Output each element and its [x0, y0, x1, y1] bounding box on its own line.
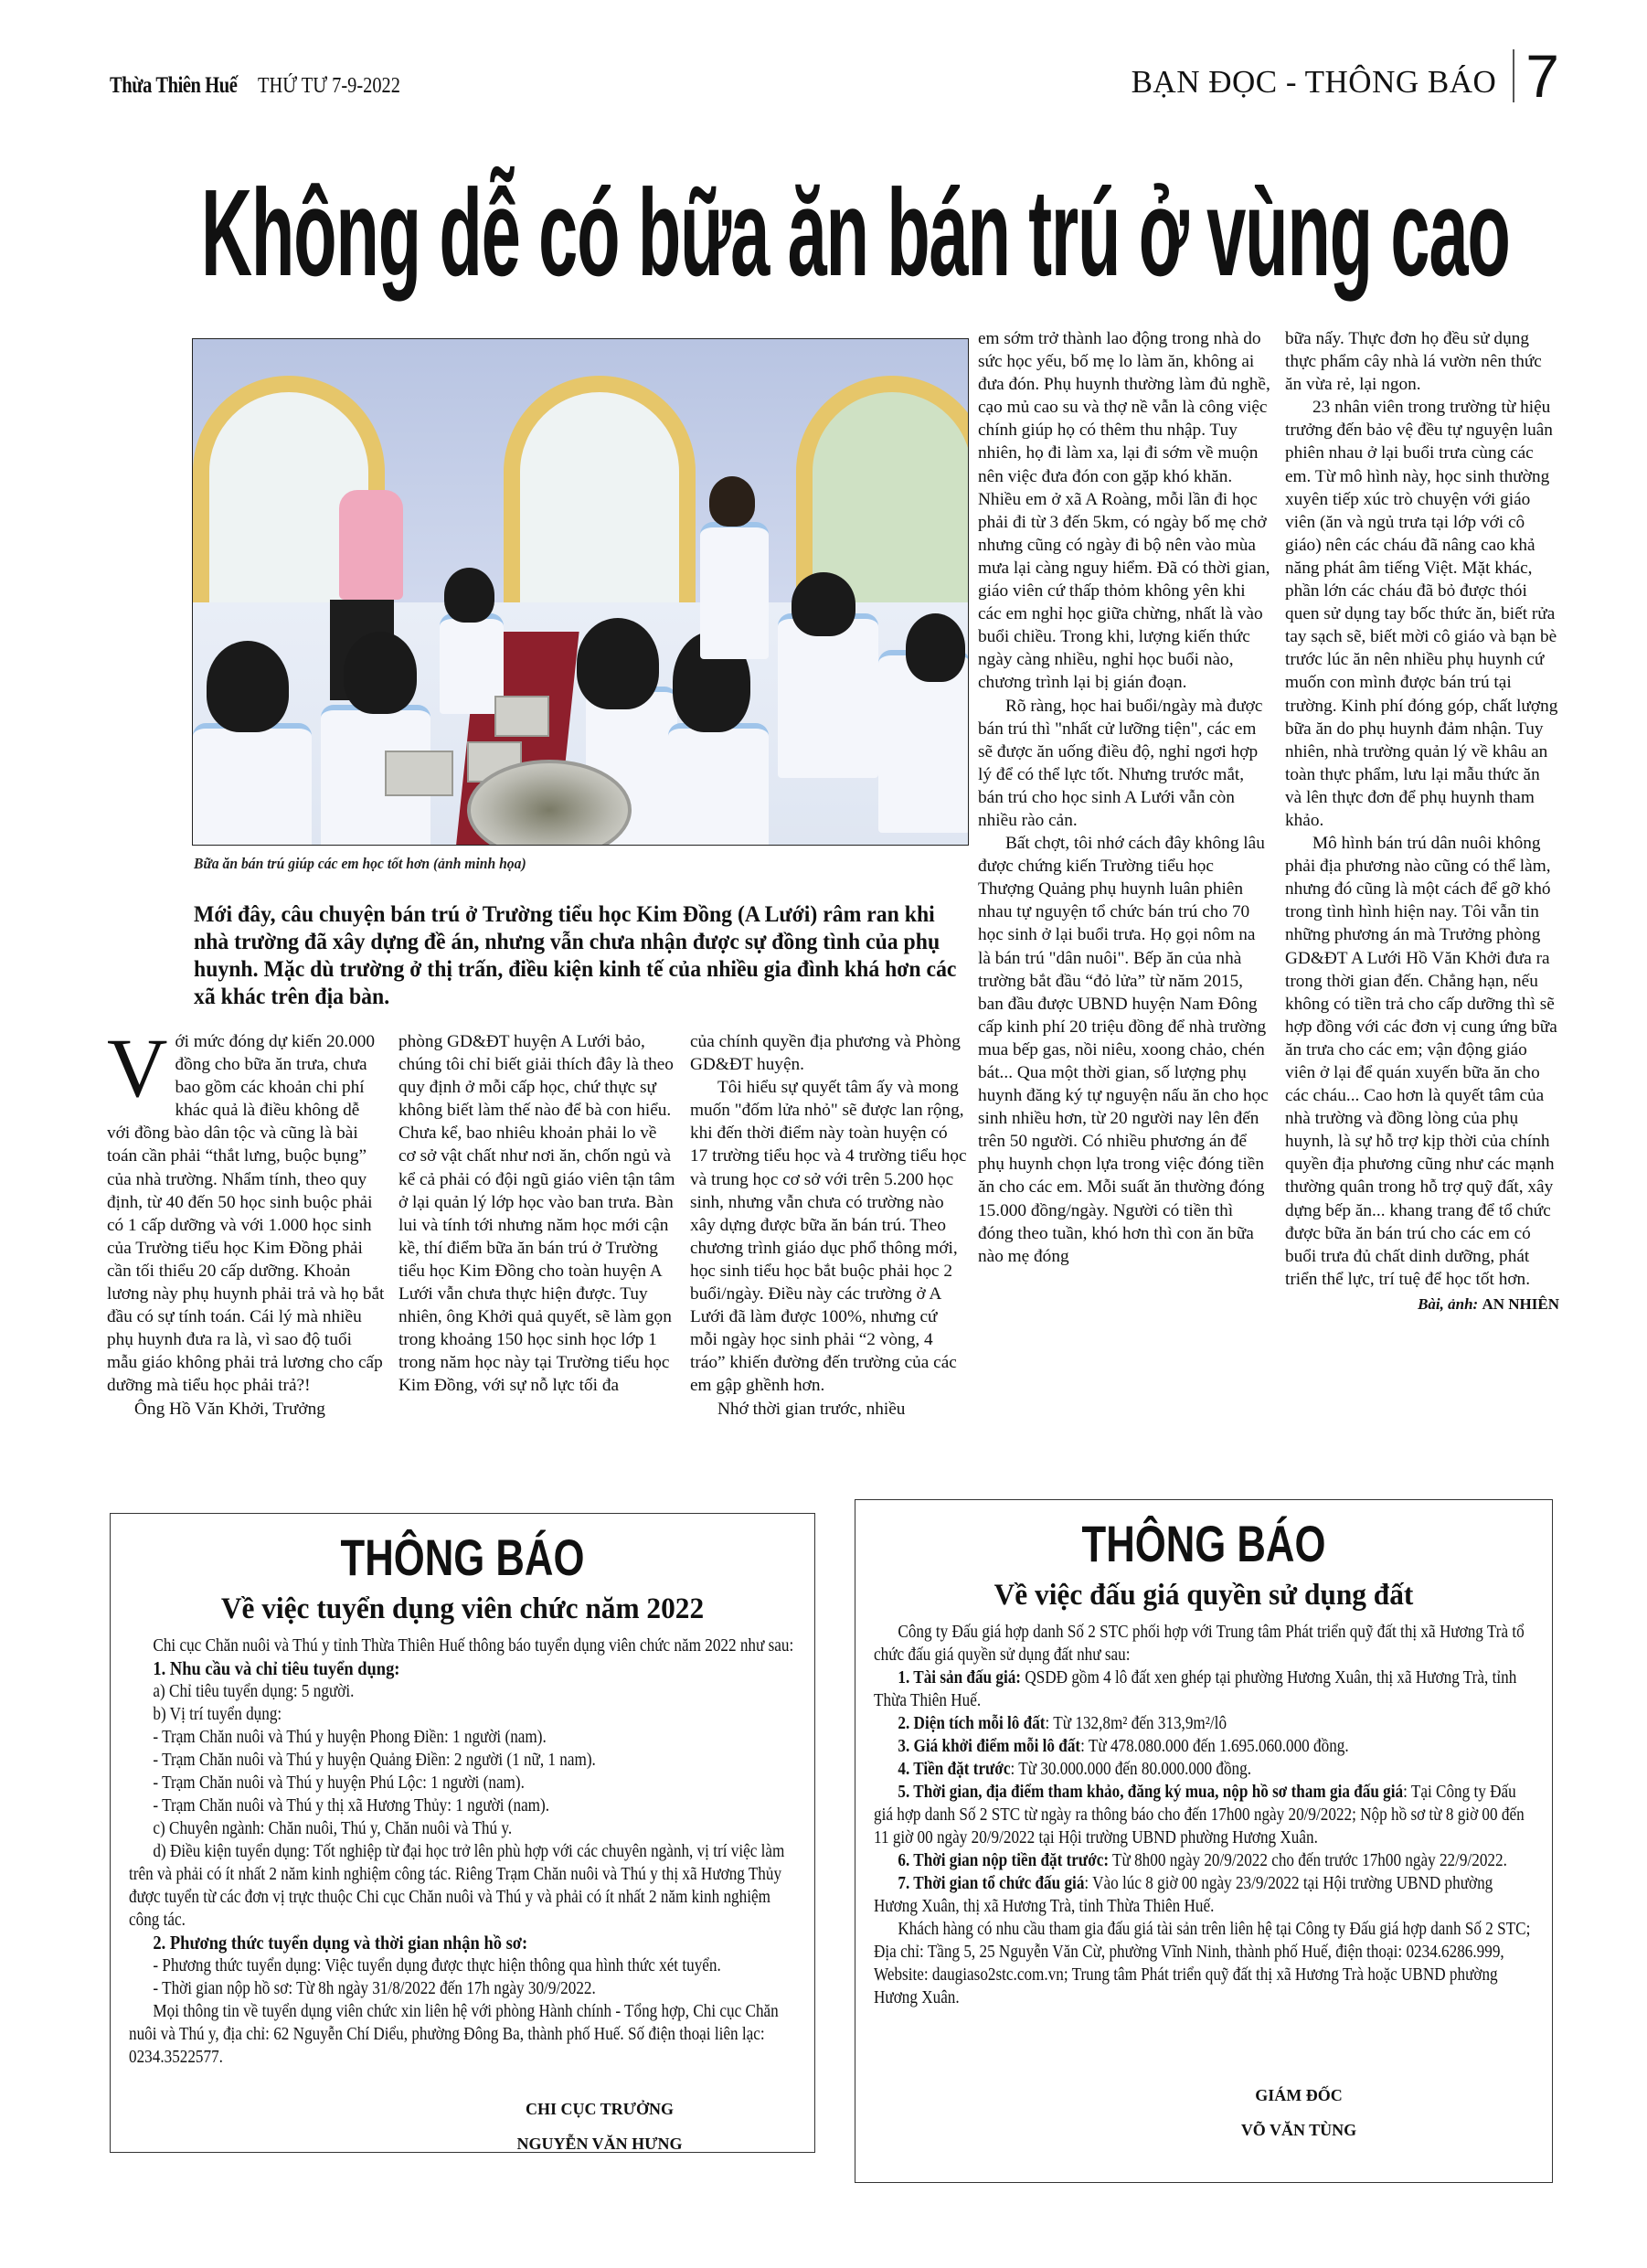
notice-position: - Trạm Chăn nuôi và Thú y huyện Phú Lộc: 1 người (nam). [153, 1773, 525, 1793]
photo-child-head [709, 476, 755, 527]
notice-intro: Chi cục Chăn nuôi và Thú y tỉnh Thừa Thiên Huế thông báo tuyển dụng viên chức năm 2022 như sau: [153, 1636, 794, 1656]
notice-position: - Trạm Chăn nuôi và Thú y thị xã Hương Thủy: 1 người (nam). [153, 1796, 550, 1815]
photo-child-head [577, 618, 659, 709]
paragraph: Rõ ràng, học hai buổi/ngày mà được bán trú thì "nhất cử lưỡng tiện", các em sẽ được ăn uống điều độ, nghỉ ngơi hợp lý để có thể lực tốt. Nhưng trước mắt, bán trú cho học sinh A Lưới vẫn còn nhiều rào cản. [978, 696, 1263, 830]
notice-recruitment [110, 1513, 815, 2153]
article-lead: Mới đây, câu chuyện bán trú ở Trường tiểu học Kim Đồng (A Lưới) râm ran khi nhà trường đã xây dựng đề án, nhưng vẫn chưa nhận được sự đồng tình của phụ huynh. Mặc dù trường ở thị trấn, điều kiện kinh tế của nhiều gia đình khá hơn các xã khác trên địa bàn. [194, 900, 957, 1009]
notice-item-label: 1. Tài sản đấu giá: [898, 1668, 1022, 1688]
notice-line: d) Điều kiện tuyển dụng: Tốt nghiệp từ đại học trở lên phù hợp với các chuyên ngành, vị trí việc làm trên và phải có ít nhất 2 năm kinh nghiệm công tác. Riêng Trạm Chăn nuôi và Thú y thị xã Hương Thủy được tuyển từ các đơn vị trực thuộc Chi cục Chăn nuôi và Thú y và phải có ít nhất 2 năm kinh nghiệm công tác. [129, 1842, 785, 1930]
notice-item-text: : Tại Công ty Đấu giá hợp danh Số 2 STC từ ngày ra thông báo cho đến 17h00 ngày 20/9/2022; Nộp hồ sơ từ 8 giờ 00 đến 11 giờ 00 ngày 20/9/2022 tại Hội trường UBND phường Hương Xuân. [874, 1783, 1525, 1847]
section-header [1131, 42, 1559, 110]
notice-item-text: QSDĐ gồm 4 lô đất xen ghép tại phường Hương Xuân, thị xã Hương Trà, tỉnh Thừa Thiên Huế. [874, 1668, 1517, 1710]
notice-land-auction [855, 1499, 1553, 2183]
paragraph [107, 1021, 386, 1398]
photo-child-head [207, 641, 289, 732]
notice-line: - Thời gian nộp hồ sơ: Từ 8h ngày 31/8/2022 đến 17h ngày 30/9/2022. [153, 1979, 596, 1998]
paragraph: phòng GD&ĐT huyện A Lưới bảo, chúng tôi chỉ biết giải thích đây là theo quy định ở mỗi cấp học, chứ thực sự không biết làm thế nào để bà con hiểu. Chưa kể, bao nhiêu khoản phải lo về cơ sở vật chất như nơi ăn, chốn ngủ và kể cả phải có đội ngũ giáo viên tận tâm ở lại quản lý lớp học vào ban trưa. Bàn lui và tính tới nhưng năm học mới cận kề, thí điểm bữa ăn bán trú ở Trường tiểu học Kim Đồng cho toàn huyện A Lưới vẫn chưa thực hiện được. Tuy nhiên, ông Khởi quả quyết, sẽ làm gọn trong khoảng 150 học sinh học lớp 1 trong năm học này tại Trường tiểu học Kim Đồng, với sự nỗ lực tối đa [398, 1032, 675, 1396]
notice-item [874, 1666, 1534, 1712]
newspaper-name: Thừa Thiên Huế [110, 73, 238, 98]
notice-section-heading: 2. Phương thức tuyển dụng và thời gian nhận hồ sơ: [153, 1932, 528, 1954]
notice-body [874, 1621, 1534, 2009]
paragraph: Mô hình bán trú dân nuôi không phải địa phương nào cũng có thể làm, nhưng đó cũng là một cách để gỡ khó trong tình hình hiện nay. Tôi vẫn tin những phương án mà Trưởng phòng GD&ĐT A Lưới Hồ Văn Khởi đưa ra trong thời gian đến. Chẳng hạn, nếu không có tiền trả cho cấp dưỡng thì sẽ hợp đồng với các đơn vị cung ứng bữa ăn trưa cho các em; vận động giáo viên ở lại để quán xuyến bữa ăn cho các cháu... Cao hơn là quyết tâm của nhà trường và đồng lòng của phụ huynh, là sự hỗ trợ kịp thời của chính quyền địa phương cũng như các mạnh thường quân trong hỗ trợ quỹ đất, xây dựng bếp ăn... khang trang để tổ chức được bữa ăn bán trú cho các em có buổi trưa đủ chất dinh dưỡng, phát triển thể lực, trí tuệ để học tốt hơn. [1285, 834, 1557, 1289]
signer-title: CHI CỤC TRƯỞNG [525, 2100, 674, 2118]
paragraph: Ông Hồ Văn Khởi, Trưởng [134, 1399, 325, 1419]
page-number: 7 [1525, 42, 1559, 110]
notice-contact: Mọi thông tin về tuyển dụng viên chức xin liên hệ với phòng Hành chính - Tổng hợp, Chi cục Chăn nuôi và Thú y, địa chỉ: 62 Nguyễn Chí Diểu, phường Đông Ba, thành phố Huế. Số điện thoại liên lạc: 0234.3522577. [129, 2002, 779, 2067]
section-divider [1513, 49, 1514, 102]
notice-item [874, 1781, 1534, 1849]
issue-date: THỨ TƯ 7-9-2022 [258, 74, 401, 98]
notice-item-label: 6. Thời gian nộp tiền đặt trước: [898, 1851, 1110, 1870]
signer-title: GIÁM ĐỐC [1255, 2086, 1343, 2104]
notice-line: b) Vị trí tuyển dụng: [153, 1705, 282, 1724]
photo-child-head [344, 632, 417, 714]
signature-block [1148, 2085, 1450, 2140]
article-column-4 [978, 327, 1270, 1268]
notice-title: THÔNG BÁO [1081, 1515, 1326, 1572]
notice-line: - Phương thức tuyển dụng: Việc tuyển dụng được thực hiện thông qua hình thức xét tuyển. [153, 1956, 721, 1975]
notice-item-label: 7. Thời gian tổ chức đấu giá [898, 1874, 1085, 1893]
notice-title: THÔNG BÁO [340, 1528, 585, 1586]
notice-subtitle: Về việc đấu giá quyền sử dụng đất [994, 1579, 1414, 1612]
masthead [110, 73, 426, 99]
notice-item-label: 3. Giá khởi điểm mỗi lô đất [898, 1737, 1081, 1756]
notice-body [129, 1634, 796, 2069]
signer-name: NGUYỄN VĂN HƯNG [516, 2135, 683, 2153]
signature-block [449, 2099, 750, 2154]
photo-arch [504, 376, 696, 632]
notice-item-label: 5. Thời gian, địa điểm tham khảo, đăng ký mua, nộp hồ sơ tham gia đấu giá [898, 1783, 1404, 1802]
photo-child [700, 522, 769, 659]
notice-item [874, 1849, 1534, 1872]
notice-item-text: : Từ 132,8m² đến 313,9m²/lô [1045, 1714, 1227, 1733]
drop-cap: V [107, 1021, 168, 1114]
article-column-5 [1285, 327, 1559, 1315]
article-column-2 [398, 1030, 677, 1398]
byline-author: AN NHIÊN [1482, 1294, 1559, 1313]
article-headline: Không dễ có bữa ăn bán trú ở vùng cao [201, 164, 1510, 302]
photo-child-head [906, 613, 965, 682]
paragraph: Nhớ thời gian trước, nhiều [717, 1399, 906, 1419]
paragraph: của chính quyền địa phương và Phòng GD&ĐT huyện. [690, 1032, 961, 1075]
notice-item [874, 1758, 1534, 1781]
paragraph: Tôi hiểu sự quyết tâm ấy và mong muốn "đốm lửa nhỏ" sẽ được lan rộng, khi đến thời điểm này toàn huyện có 17 trường tiểu học và 4 trường tiểu học và trung học cơ sở với trên 5.200 học sinh, nhưng vẫn chưa có trường nào xây dựng được bữa ăn bán trú. Theo chương trình giáo dục phổ thông mới, học sinh tiểu học bắt buộc phải học 2 buổi/ngày. Điều này các trường ở A Lưới đã làm được 100%, nhưng cứ mỗi ngày học sinh phải “2 vòng, 4 tráo” khiến đường đến trường của các em gập ghềnh hơn. [690, 1078, 967, 1396]
byline-role: Bài, ảnh: [1418, 1294, 1479, 1313]
notice-item-text: : Từ 478.080.000 đến 1.695.060.000 đồng. [1080, 1737, 1349, 1756]
photo-child [778, 613, 878, 778]
notice-intro: Công ty Đấu giá hợp danh Số 2 STC phối hợp với Trung tâm Phát triển quỹ đất thị xã Hương Trà tổ chức đấu giá quyền sử dụng đất như sau: [874, 1623, 1525, 1665]
signer-name: VÕ VĂN TÙNG [1240, 2121, 1357, 2139]
notice-item [874, 1735, 1534, 1758]
paragraph: 23 nhân viên trong trường từ hiệu trưởng đến bảo vệ đều tự nguyện luân phiên nhau ở lại buổi trưa cùng các em. Từ mô hình này, học sinh thường xuyên tiếp xúc trò chuyện với giáo viên (ăn và ngủ trưa tại lớp với cô giáo) nên các cháu đã nâng cao khả năng phát âm tiếng Việt. Mặt khác, phần lớn các cháu đã bỏ được thói quen sử dụng tay bốc thức ăn, biết rửa tay sạch sẽ, biết mời cô giáo và bạn bè trước lúc ăn nên nhiều phụ huynh cứ muốn con mình được bán trú tại trường. Kinh phí đóng góp, chất lượng bữa ăn do phụ huynh đảm nhận. Tuy nhiên, nhà trường quản lý về khâu an toàn thực phẩm, lưu lại mẫu thức ăn và lên thực đơn để phụ huynh tham khảo. [1285, 398, 1558, 830]
notice-item [874, 1872, 1534, 1918]
notice-position: - Trạm Chăn nuôi và Thú y huyện Phong Điền: 1 người (nam). [153, 1728, 547, 1747]
notice-item-text: Từ 8h00 ngày 20/9/2022 cho đến trước 17h00 ngày 22/9/2022. [1109, 1851, 1507, 1870]
photo-child [193, 723, 312, 846]
notice-item-label: 2. Diện tích mỗi lô đất [898, 1714, 1046, 1733]
photo-teacher [339, 490, 403, 600]
paragraph-text: ới mức đóng dự kiến 20.000 đồng cho bữa ăn trưa, chưa bao gồm các khoản chi phí khác quả là điều không dễ với đồng bào dân tộc và cũng là bài toán cần phải “thắt lưng, buộc bụng” của nhà trường. Nhẩm tính, theo quy định, từ 40 đến 50 học sinh buộc phải có 1 cấp dưỡng và với 1.000 học sinh của Trường tiểu học Kim Đồng phải cần tối thiểu 20 cấp dưỡng. Khoản lương này phụ huynh phải trả và họ bắt đầu có sự tính toán. Cái lý mà nhiều phụ huynh đưa ra là, vì sao độ tuổi mẫu giáo không phải trả lương cho cấp dưỡng mà tiểu học phải trả?! [107, 1032, 385, 1396]
article-byline [1285, 1293, 1559, 1315]
notice-item-text: : Từ 30.000.000 đến 80.000.000 đồng. [1010, 1760, 1252, 1779]
photo-child-head [792, 572, 855, 636]
article-column-3 [690, 1030, 969, 1421]
notice-line: a) Chỉ tiêu tuyển dụng: 5 người. [153, 1682, 355, 1701]
paragraph: em sớm trở thành lao động trong nhà do sức học yếu, bố mẹ lo làm ăn, không ai đưa đón. Phụ huynh thường làm đủ nghề, cạo mủ cao su và thợ nề vẫn là công việc chính giúp họ có thêm thu nhập. Tuy nhiên, họ đi làm xa, lại đi sớm về muộn nên việc đưa đón con gặp khó khăn. Nhiều em ở xã A Roàng, mỗi lần đi học phải đi từ 3 đến 5km, có ngày bố mẹ chở nhưng cũng có ngày đi bộ nên vào mùa mưa lại càng nguy hiểm. Đã có thời gian, giáo viên cứ thấp thỏm không yên khi các em nghỉ học giữa chừng, nhất là vào buổi chiều. Trong khi, lượng kiến thức ngày càng nhiều, nghỉ học buổi nào, chương trình lại bị gián đoạn. [978, 329, 1270, 693]
photo-child [668, 723, 769, 846]
photo-food-tray [385, 751, 453, 796]
photo-caption: Bữa ăn bán trú giúp các em học tốt hơn (ảnh minh họa) [194, 855, 526, 872]
article-column-1 [107, 1021, 386, 1421]
notice-section-heading: 1. Nhu cầu và chỉ tiêu tuyển dụng: [153, 1657, 400, 1679]
notice-line: c) Chuyên ngành: Chăn nuôi, Thú y, Chăn nuôi và Thú y. [153, 1819, 513, 1838]
notice-item [874, 1712, 1534, 1735]
notice-contact: Khách hàng có nhu cầu tham gia đấu giá tài sản trên liên hệ tại Công ty Đấu giá hợp danh Số 2 STC; Địa chỉ: Tầng 5, 25 Nguyễn Văn Cừ, phường Vĩnh Ninh, thành phố Huế, điện thoại: 0234.6286.999, Website: daugiaso2stc.com.vn; Trung tâm Phát triển quỹ đất thị xã Hương Trà hoặc UBND phường Hương Xuân. [874, 1920, 1531, 2007]
photo-child-head [444, 568, 494, 623]
notice-subtitle: Về việc tuyển dụng viên chức năm 2022 [220, 1592, 705, 1625]
photo-food-tray [494, 696, 549, 737]
article-photo [192, 338, 969, 846]
notice-position: - Trạm Chăn nuôi và Thú y huyện Quảng Điền: 2 người (1 nữ, 1 nam). [153, 1751, 596, 1770]
section-title: BẠN ĐỌC - THÔNG BÁO [1131, 64, 1497, 100]
paragraph: bữa nấy. Thực đơn họ đều sử dụng thực phẩm cây nhà lá vườn nên thức ăn vừa rẻ, lại ngon. [1285, 329, 1542, 395]
paragraph: Bất chợt, tôi nhớ cách đây không lâu được chứng kiến Trường tiểu học Thượng Quảng phụ huynh luân phiên nhau tự nguyện tổ chức bán trú cho 70 học sinh ở lại buổi trưa. Họ gọi nôm na là bán trú "dân nuôi". Bếp ăn của nhà trường bắt đầu “đỏ lửa” từ năm 2015, ban đầu được UBND huyện Nam Đông cấp kinh phí 20 triệu đồng để nhà trường mua bếp gas, nồi niêu, xoong chảo, chén bát... Qua một thời gian, số lượng phụ huynh đăng ký tự nguyện nấu ăn cho học sinh nhiều hơn, từ 20 người nay lên đến trên 50 người. Có nhiều phương án để phụ huynh chọn lựa trong việc đóng tiền ăn cho các em. Mỗi suất ăn thường đóng 15.000 đồng/ngày. Người có tiền thì đóng theo tuần, khó hơn thì con ăn bữa nào mẹ đóng [978, 834, 1269, 1266]
notice-item-label: 4. Tiền đặt trước [898, 1760, 1011, 1779]
notice-item-text: : Vào lúc 8 giờ 00 ngày 23/9/2022 tại Hội trường UBND phường Hương Xuân, thị xã Hương Trà, tỉnh Thừa Thiên Huế. [874, 1874, 1493, 1916]
